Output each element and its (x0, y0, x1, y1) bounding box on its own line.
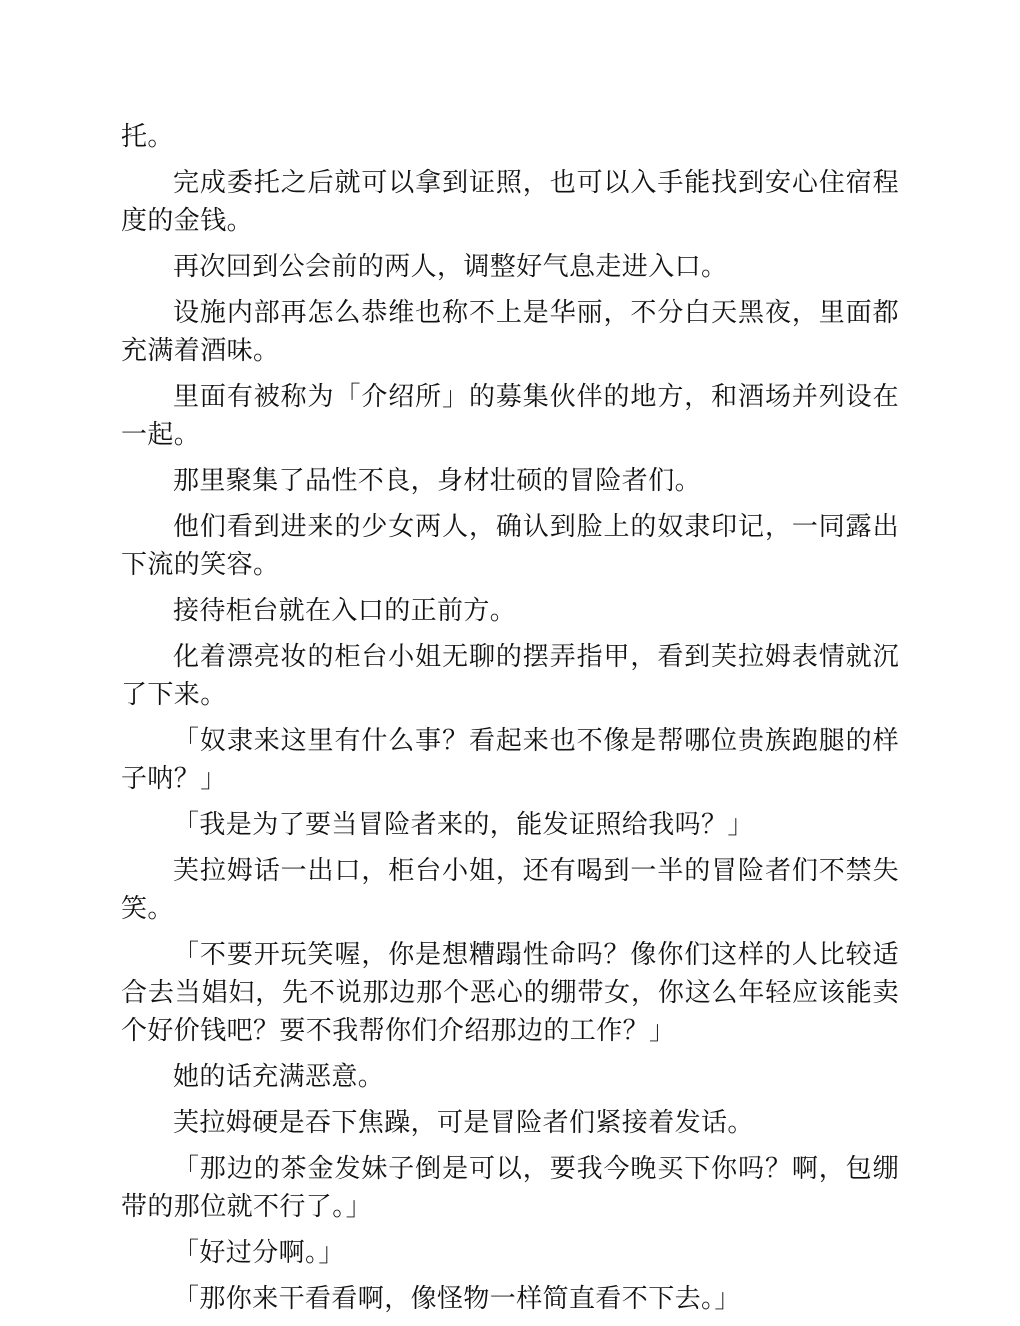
paragraph: 那里聚集了品性不良，身材壮硕的冒险者们。 (173, 466, 702, 496)
paragraph: 芙拉姆硬是吞下焦躁，可是冒险者们紧接着发话。 (173, 1108, 754, 1138)
dialogue-paragraph: 「我是为了要当冒险者来的，能发证照给我吗？」 (173, 810, 754, 840)
paragraph: 再次回到公会前的两人，调整好气息走进入口。 (173, 252, 728, 282)
dialogue-paragraph: 「那边的茶金发妹子倒是可以，要我今晚买下你吗？啊，包绷带的那位就不行了。」 (121, 1154, 899, 1222)
paragraph: 完成委托之后就可以拿到证照，也可以入手能找到安心住宿程度的金钱。 (121, 168, 899, 236)
paragraph: 他们看到进来的少女两人，确认到脸上的奴隶印记，一同露出下流的笑容。 (121, 512, 899, 580)
dialogue-paragraph: 「不要开玩笑喔，你是想糟蹋性命吗？像你们这样的人比较适合去当娼妇，先不说那边那个恶心的绷带女，你这么年轻应该能卖个好价钱吧？要不我帮你们介绍那边的工作？」 (121, 940, 899, 1046)
body-text (121, 118, 899, 1326)
dialogue-paragraph: 「那你来干看看啊，像怪物一样简直看不下去。」 (173, 1284, 741, 1314)
dialogue-paragraph: 「奴隶来这里有什么事？看起来也不像是帮哪位贵族跑腿的样子呐？」 (121, 726, 899, 794)
dialogue-paragraph: 「好过分啊。」 (173, 1238, 345, 1268)
paragraph: 她的话充满恶意。 (173, 1062, 385, 1092)
paragraph: 接待柜台就在入口的正前方。 (173, 596, 517, 626)
paragraph: 托。 (121, 122, 174, 152)
paragraph: 化着漂亮妆的柜台小姐无聊的摆弄指甲，看到芙拉姆表情就沉了下来。 (121, 642, 899, 710)
paragraph: 芙拉姆话一出口，柜台小姐，还有喝到一半的冒险者们不禁失笑。 (121, 856, 899, 924)
paragraph: 里面有被称为「介绍所」的募集伙伴的地方，和酒场并列设在一起。 (121, 382, 899, 450)
paragraph: 设施内部再怎么恭维也称不上是华丽，不分白天黑夜，里面都充满着酒味。 (121, 298, 899, 366)
